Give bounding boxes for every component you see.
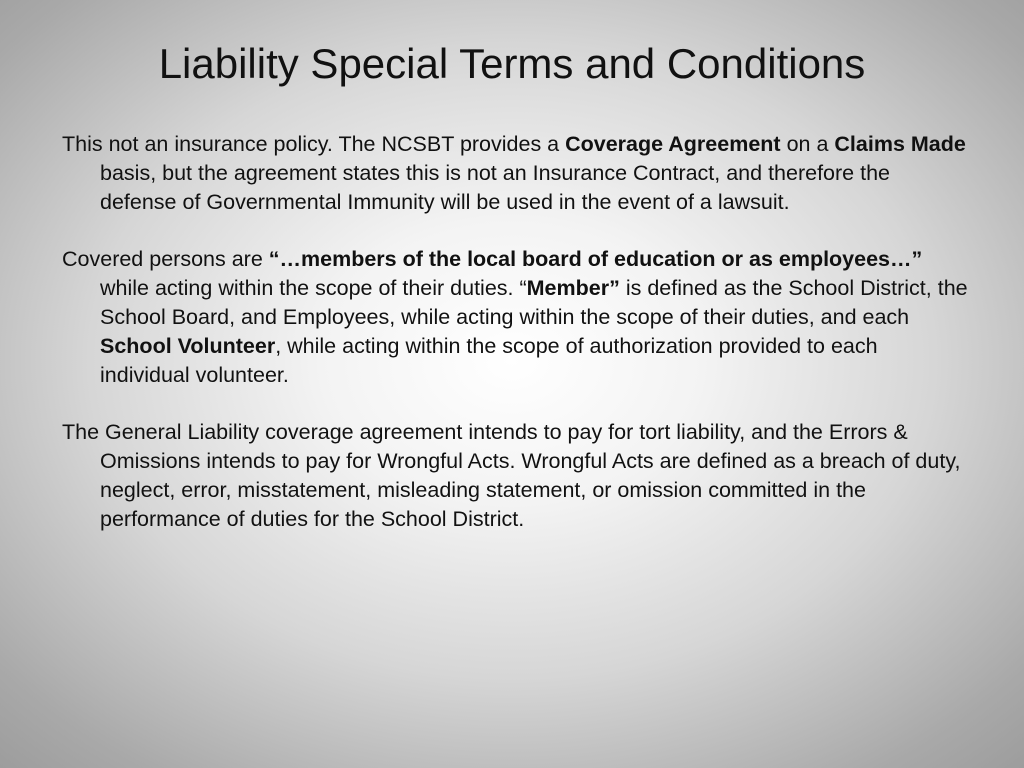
slide-title: Liability Special Terms and Conditions	[158, 40, 866, 87]
text-segment: while acting within the scope of their duties. “	[100, 276, 527, 300]
text-segment: , while acting within the scope of authorization provided to each individual volunteer.	[100, 334, 878, 387]
term-coverage-agreement: Coverage Agreement	[565, 132, 781, 156]
paragraph-general-liability	[62, 418, 972, 534]
term-school-volunteer: School Volunteer	[100, 334, 276, 358]
paragraph-covered-persons	[62, 245, 972, 390]
term-member: Member”	[526, 276, 620, 300]
text-segment: This not an insurance policy. The NCSBT provides a	[62, 132, 566, 156]
text-segment: basis, but the agreement states this is not an Insurance Contract, and therefore the defense of Governmental Immunity will be used in the event of a lawsuit.	[100, 161, 890, 214]
term-claims-made: Claims Made	[834, 132, 966, 156]
slide-body	[62, 130, 972, 562]
paragraph-coverage-agreement	[62, 130, 972, 217]
text-segment: is defined as the School District, the School Board, and Employees, while acting within the scope of their duties, and each	[100, 276, 968, 329]
text-segment: The General Liability coverage agreement intends to pay for tort liability, and the Errors & Omissions intends to pay for Wrongful Acts. Wrongful Acts are defined as a breach of duty, neglect, error, misstatement, misleading statement, or omission committed in the performance of duties for the School District.	[62, 420, 961, 531]
quote-board-members: “…members of the local board of education or as employees…”	[268, 247, 923, 271]
text-segment: on a	[780, 132, 835, 156]
text-segment: Covered persons are	[62, 247, 269, 271]
